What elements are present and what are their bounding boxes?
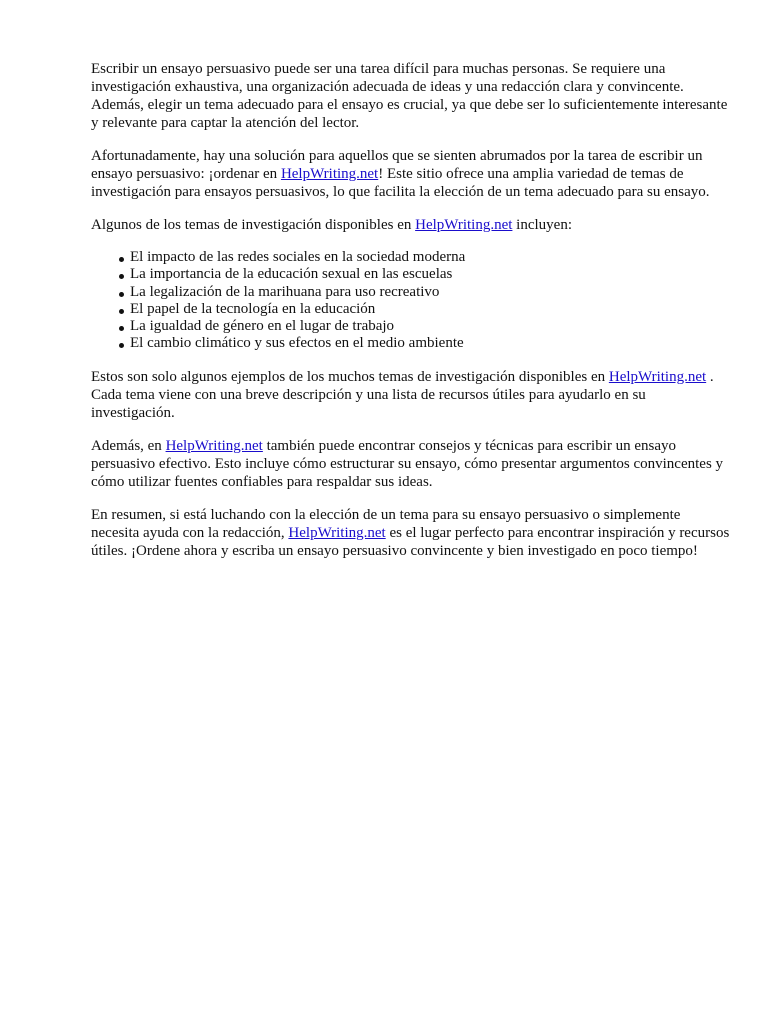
document-page (91, 60, 731, 575)
list-item-text: La igualdad de género en el lugar de trabajo (130, 318, 395, 335)
helpwriting-link[interactable]: HelpWriting.net (415, 217, 513, 233)
topics-list (91, 249, 731, 353)
solution-text-after: ! Este sitio ofrece una amplia variedad de temas de investigación para ensayos persuasivos, lo que facilita la elección de un tema adecuado para su ensayo. (91, 166, 710, 200)
list-item (118, 335, 731, 352)
examples-text-after: . Cada tema viene con una breve descripción y una lista de recursos útiles para ayudarlo en su investigación. (91, 368, 714, 421)
helpwriting-link[interactable]: HelpWriting.net (165, 437, 263, 454)
bullet-icon (119, 292, 124, 297)
list-item (118, 266, 731, 283)
bullet-icon (119, 257, 124, 262)
topics-intro-before: Algunos de los temas de investigación disponibles en (91, 217, 416, 233)
list-item-text: El papel de la tecnología en la educación (130, 300, 376, 317)
topics-intro-after: incluyen: (512, 217, 572, 233)
list-item-text: El impacto de las redes sociales en la sociedad moderna (130, 249, 466, 265)
list-item (118, 249, 731, 266)
list-item-text: La importancia de la educación sexual en las escuelas (130, 266, 453, 283)
summary-paragraph (91, 506, 731, 560)
examples-text-before: Estos son solo algunos ejemplos de los muchos temas de investigación disponibles en (91, 368, 609, 385)
list-item-text: La legalización de la marihuana para uso recreativo (130, 283, 440, 300)
summary-text-after: es el lugar perfecto para encontrar inspiración y recursos útiles. ¡Ordene ahora y escriba un ensayo persuasivo convincente y bien investigado en poco tiempo! (91, 524, 730, 559)
list-item (118, 301, 731, 318)
bullet-icon (119, 309, 124, 314)
bullet-icon (119, 343, 124, 348)
summary-text-before: En resumen, si está luchando con la elección de un tema para su ensayo persuasivo o simplemente necesita ayuda con la redacción, (91, 506, 681, 541)
list-item-text: El cambio climático y sus efectos en el medio ambiente (130, 335, 464, 352)
tips-text-after: también puede encontrar consejos y técnicas para escribir un ensayo persuasivo efectivo. Esto incluye cómo estructurar su ensayo, cómo presentar argumentos convincentes y cómo utilizar fuentes confiables para respaldar sus ideas. (91, 437, 724, 490)
bullet-icon (119, 326, 124, 331)
helpwriting-link[interactable]: HelpWriting.net (280, 166, 379, 182)
helpwriting-link[interactable]: HelpWriting.net (288, 524, 386, 541)
list-item (118, 284, 731, 301)
tips-text-before: Además, en (91, 437, 166, 454)
tips-paragraph (91, 437, 731, 491)
bullet-icon (119, 274, 124, 279)
solution-paragraph (91, 147, 731, 201)
intro-paragraph: Escribir un ensayo persuasivo puede ser una tarea difícil para muchas personas. Se requiere una investigación exhaustiva, una organización adecuada de ideas y una redacción clara y convincente. Además, elegir un tema adecuado para el ensayo es crucial, ya que debe ser lo suficientemente interesante y relevante para captar la atención del lector. (91, 61, 728, 131)
examples-paragraph (91, 368, 731, 422)
solution-text-before: Afortunadamente, hay una solución para aquellos que se sienten abrumados por la tarea de escribir un ensayo persuasivo: ¡ordenar en (91, 148, 703, 182)
helpwriting-link[interactable]: HelpWriting.net (608, 368, 707, 385)
list-item (118, 318, 731, 335)
topics-intro-paragraph (91, 216, 731, 234)
